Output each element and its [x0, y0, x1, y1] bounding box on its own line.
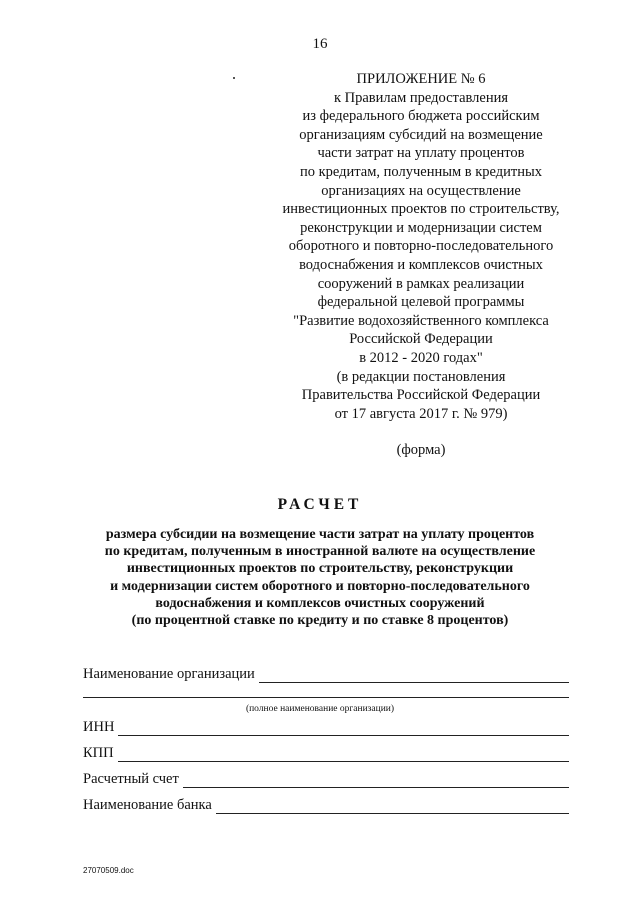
appendix-line: Российской Федерации	[349, 331, 493, 348]
account-label: Расчетный счет	[83, 771, 179, 787]
appendix-line: от 17 августа 2017 г. № 979)	[334, 405, 508, 422]
scan-speck	[233, 77, 235, 79]
subtitle-line: размера субсидии на возмещение части затрат на уплату процентов	[105, 527, 535, 542]
org-name-line[interactable]	[259, 668, 569, 683]
org-full-name-caption: (полное наименование организации)	[245, 704, 395, 714]
appendix-line: Правительства Российской Федерации	[301, 387, 541, 404]
document-subtitle	[40, 526, 600, 629]
kpp-field	[83, 742, 569, 762]
bank-line[interactable]	[216, 799, 569, 814]
subtitle-line: инвестиционных проектов по строительству, реконструкции	[126, 561, 514, 577]
appendix-line: сооружений в рамках реализации	[317, 275, 525, 292]
appendix-line: организациям субсидий на возмещение	[299, 126, 543, 143]
kpp-line[interactable]	[118, 747, 569, 762]
inn-field	[83, 716, 569, 736]
appendix-line: оборотного и повторно-последовательного	[288, 238, 554, 255]
appendix-line: к Правилам предоставления	[333, 89, 509, 106]
org-name-label: Наименование организации	[83, 666, 255, 682]
appendix-line: в 2012 - 2020 годах"	[359, 349, 483, 366]
subtitle-line: и модернизации систем оборотного и повторно-последовательного	[110, 578, 530, 594]
bank-label: Наименование банка	[83, 797, 212, 813]
appendix-line: (в редакции постановления	[336, 368, 506, 385]
appendix-header	[246, 70, 596, 460]
org-name-continuation-line[interactable]	[83, 697, 569, 698]
appendix-line: федеральной целевой программы	[317, 294, 525, 311]
subtitle-line: водоснабжения и комплексов очистных сооружений	[155, 595, 485, 611]
bank-field	[83, 794, 569, 814]
account-field	[83, 768, 569, 788]
inn-label: ИНН	[83, 719, 115, 735]
document-title: РАСЧЕТ	[277, 496, 363, 513]
page-number: 16	[312, 36, 328, 52]
subtitle-line: (по процентной ставке по кредиту и по ставке 8 процентов)	[131, 613, 509, 629]
subtitle-line: по кредитам, полученным в иностранной валюте на осуществление	[104, 544, 536, 560]
appendix-line: реконструкции и модернизации систем	[300, 219, 542, 236]
appendix-line: из федерального бюджета российским	[302, 108, 540, 125]
appendix-line: "Развитие водохозяйственного комплекса	[293, 312, 549, 329]
inn-line[interactable]	[118, 721, 569, 736]
form-label: (форма)	[396, 442, 446, 459]
appendix-line: инвестиционных проектов по строительству,	[282, 201, 560, 218]
appendix-line: организациях на осуществление	[321, 182, 521, 199]
kpp-label: КПП	[83, 745, 114, 761]
file-footer: 27070509.doc	[83, 866, 134, 875]
appendix-line: ПРИЛОЖЕНИЕ № 6	[356, 71, 486, 87]
org-name-field	[83, 663, 569, 683]
appendix-line: по кредитам, полученным в кредитных	[299, 163, 543, 180]
appendix-line: части затрат на уплату процентов	[317, 145, 525, 162]
appendix-line: водоснабжения и комплексов очистных	[299, 256, 543, 273]
account-line[interactable]	[183, 773, 569, 788]
